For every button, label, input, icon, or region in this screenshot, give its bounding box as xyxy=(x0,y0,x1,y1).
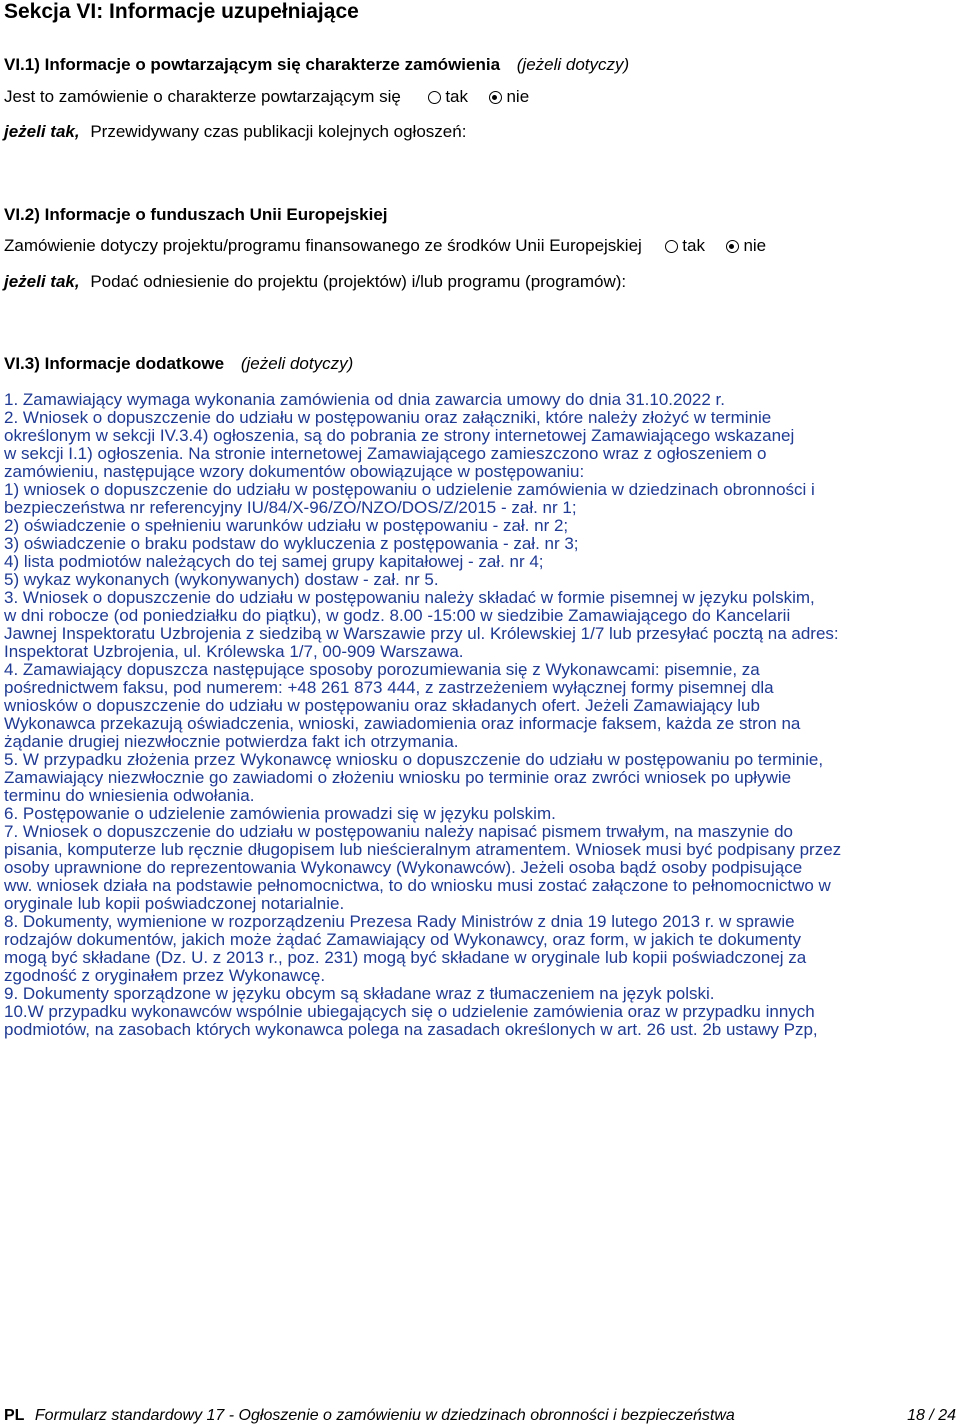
info-line: Wykonawca przekazują oświadczenia, wnioski, zawiadomienia oraz informacje faksem, każda ze stron na xyxy=(4,714,801,733)
info-line: zgodność z oryginałem przez Wykonawcę. xyxy=(4,966,326,985)
info-line: mogą być składane (Dz. U. z 2013 r., poz. 231) mogą być składane w oryginale lub kopii poświadczonej za xyxy=(4,948,807,967)
info-line: 7. Wniosek o dopuszczenie do udziału w postępowaniu należy napisać pismem trwałym, na maszynie do xyxy=(4,822,794,841)
info-line: 4) lista podmiotów należących do tej samej grupy kapitałowej - zał. nr 4; xyxy=(4,552,544,571)
info-line: 4. Zamawiający dopuszcza następujące sposoby porozumiewania się z Wykonawcami: pisemnie, za xyxy=(4,660,760,679)
info-line: terminu do wniesienia odwołania. xyxy=(4,786,255,805)
vi3-heading-note: (jeżeli dotyczy) xyxy=(240,354,354,373)
footer-form-title: Formularz standardowy 17 - Ogłoszenie o zamówieniu w dziedzinach obronności i bezpieczeństwa xyxy=(34,1407,735,1424)
info-line: oryginale lub kopii poświadczonej notarialnie. xyxy=(4,894,345,913)
info-line: 9. Dokumenty sporządzone w języku obcym są składane wraz z tłumaczeniem na język polski. xyxy=(4,984,715,1003)
vi3-additional-info xyxy=(4,391,954,1039)
vi1-if-yes-label: jeżeli tak, xyxy=(4,122,80,141)
section-title: Sekcja VI: Informacje uzupełniające xyxy=(4,0,359,23)
footer-lang: PL xyxy=(4,1407,25,1424)
vi2-if-yes-label: jeżeli tak, xyxy=(4,272,80,291)
info-line: w sekcji I.1) ogłoszenia. Na stronie internetowej Zamawiającego zamieszczono wraz z ogłoszeniem o xyxy=(4,444,767,463)
info-line: osoby uprawnione do reprezentowania Wykonawcy (Wykonawców). Jeżeli osoba bądź osoby podpisujące xyxy=(4,858,803,877)
radio-selected-icon[interactable] xyxy=(726,240,739,253)
vi2-option-no-label: nie xyxy=(743,236,767,255)
info-line: 8. Dokumenty, wymienione w rozporządzeniu Prezesa Rady Ministrów z dnia 19 lutego 2013 r. w sprawie xyxy=(4,912,795,931)
vi2-option-no[interactable] xyxy=(726,236,766,255)
vi1-option-yes[interactable] xyxy=(428,87,473,106)
vi1-option-yes-label: tak xyxy=(445,87,468,106)
info-line: żądanie drugiej niezwłocznie potwierdza fakt ich otrzymania. xyxy=(4,732,459,751)
info-line: 10.W przypadku wykonawców wspólnie ubiegających się o udzielenie zamówienia oraz w przypadku innych xyxy=(4,1002,815,1021)
info-line: 5. W przypadku złożenia przez Wykonawcę wniosku o dopuszczenie do udziału w postępowaniu po terminie, xyxy=(4,750,824,769)
vi3-heading-text: VI.3) Informacje dodatkowe xyxy=(4,354,225,373)
info-line: 3) oświadczenie o braku podstaw do wykluczenia z postępowania - zał. nr 3; xyxy=(4,534,579,553)
info-line: pisania, komputerze lub ręcznie długopisem lub nieścieralnym atramentem. Wniosek musi być podpisany przez xyxy=(4,840,842,859)
vi2-question: Zamówienie dotyczy projektu/programu finansowanego ze środków Unii Europejskiej xyxy=(4,236,642,255)
info-line: Inspektorat Uzbrojenia, ul. Królewska 1/7, 00-909 Warszawa. xyxy=(4,642,464,661)
vi1-question: Jest to zamówienie o charakterze powtarzającym się xyxy=(4,87,401,106)
info-line: bezpieczeństwa nr referencyjny IU/84/X-96/ZO/NZO/DOS/Z/2015 - zał. nr 1; xyxy=(4,498,577,517)
vi1-if-yes-row xyxy=(4,122,466,142)
vi2-question-row xyxy=(4,236,766,256)
vi1-question-row xyxy=(4,87,529,107)
page-number: 18 / 24 xyxy=(907,1407,956,1424)
info-line: 3. Wniosek o dopuszczenie do udziału w postępowaniu należy składać w formie pisemnej w języku polskim, xyxy=(4,588,815,607)
info-line: 1. Zamawiający wymaga wykonania zamówienia od dnia zawarcia umowy do dnia 31.10.2022 r. xyxy=(4,390,725,409)
footer xyxy=(4,1407,735,1425)
vi1-option-no-label: nie xyxy=(506,87,530,106)
vi1-option-no[interactable] xyxy=(489,87,529,106)
info-line: 2) oświadczenie o spełnieniu warunków udziału w postępowaniu - zał. nr 2; xyxy=(4,516,569,535)
vi1-heading-note: (jeżeli dotyczy) xyxy=(516,55,630,74)
radio-unselected-icon[interactable] xyxy=(665,240,678,253)
vi2-if-yes-row xyxy=(4,272,626,292)
info-line: pośrednictwem faksu, pod numerem: +48 261 873 444, z zastrzeżeniem wyłącznej formy pisemnej dla xyxy=(4,678,774,697)
info-line: Jawnej Inspektoratu Uzbrojenia z siedzibą w Warszawie przy ul. Królewskiej 1/7 lub przesyłać pocztą na adres: xyxy=(4,624,839,643)
vi2-option-yes[interactable] xyxy=(665,236,710,255)
info-line: Zamawiający niezwłocznie go zawiadomi o złożeniu wniosku po terminie oraz zwróci wniosek po upływie xyxy=(4,768,792,787)
info-line: w dni robocze (od poniedziałku do piątku), w godz. 8.00 -15:00 w siedzibie Zamawiającego do Kancelarii xyxy=(4,606,791,625)
radio-unselected-icon[interactable] xyxy=(428,91,441,104)
info-line: 6. Postępowanie o udzielenie zamówienia prowadzi się w języku polskim. xyxy=(4,804,556,823)
vi1-heading xyxy=(4,55,629,75)
vi1-heading-text: VI.1) Informacje o powtarzającym się charakterze zamówienia xyxy=(4,55,501,74)
vi2-option-yes-label: tak xyxy=(682,236,705,255)
info-line: 1) wniosek o dopuszczenie do udziału w postępowaniu o udzielenie zamówienia w dziedzinach obronności i xyxy=(4,480,815,499)
info-line: ww. wniosek działa na podstawie pełnomocnictwa, to do wniosku musi zostać załączone to pełnomocnictwo w xyxy=(4,876,831,895)
vi3-heading xyxy=(4,354,353,374)
vi1-if-yes-text: Przewidywany czas publikacji kolejnych ogłoszeń: xyxy=(90,122,467,141)
vi2-heading: VI.2) Informacje o funduszach Unii Europejskiej xyxy=(4,205,388,224)
info-line: 5) wykaz wykonanych (wykonywanych) dostaw - zał. nr 5. xyxy=(4,570,439,589)
info-line: określonym w sekcji IV.3.4) ogłoszenia, są do pobrania ze strony internetowej Zamawiającego wskazanej xyxy=(4,426,795,445)
radio-selected-icon[interactable] xyxy=(489,91,502,104)
info-line: 2. Wniosek o dopuszczenie do udziału w postępowaniu oraz załączniki, które należy złożyć w terminie xyxy=(4,408,772,427)
info-line: rodzajów dokumentów, jakich może żądać Zamawiający od Wykonawcy, oraz form, w jakich te dokumenty xyxy=(4,930,801,949)
vi2-if-yes-text: Podać odniesienie do projektu (projektów) i/lub programu (programów): xyxy=(90,272,627,291)
info-line: wniosków o dopuszczenie do udziału w postępowaniu oraz składanych ofert. Jeżeli Zamawiający lub xyxy=(4,696,760,715)
info-line: zamówieniu, następujące wzory dokumentów obowiązujące w postępowaniu: xyxy=(4,462,585,481)
info-line: podmiotów, na zasobach których wykonawca polega na zasadach określonych w art. 26 ust. 2b ustawy Pzp, xyxy=(4,1020,818,1039)
